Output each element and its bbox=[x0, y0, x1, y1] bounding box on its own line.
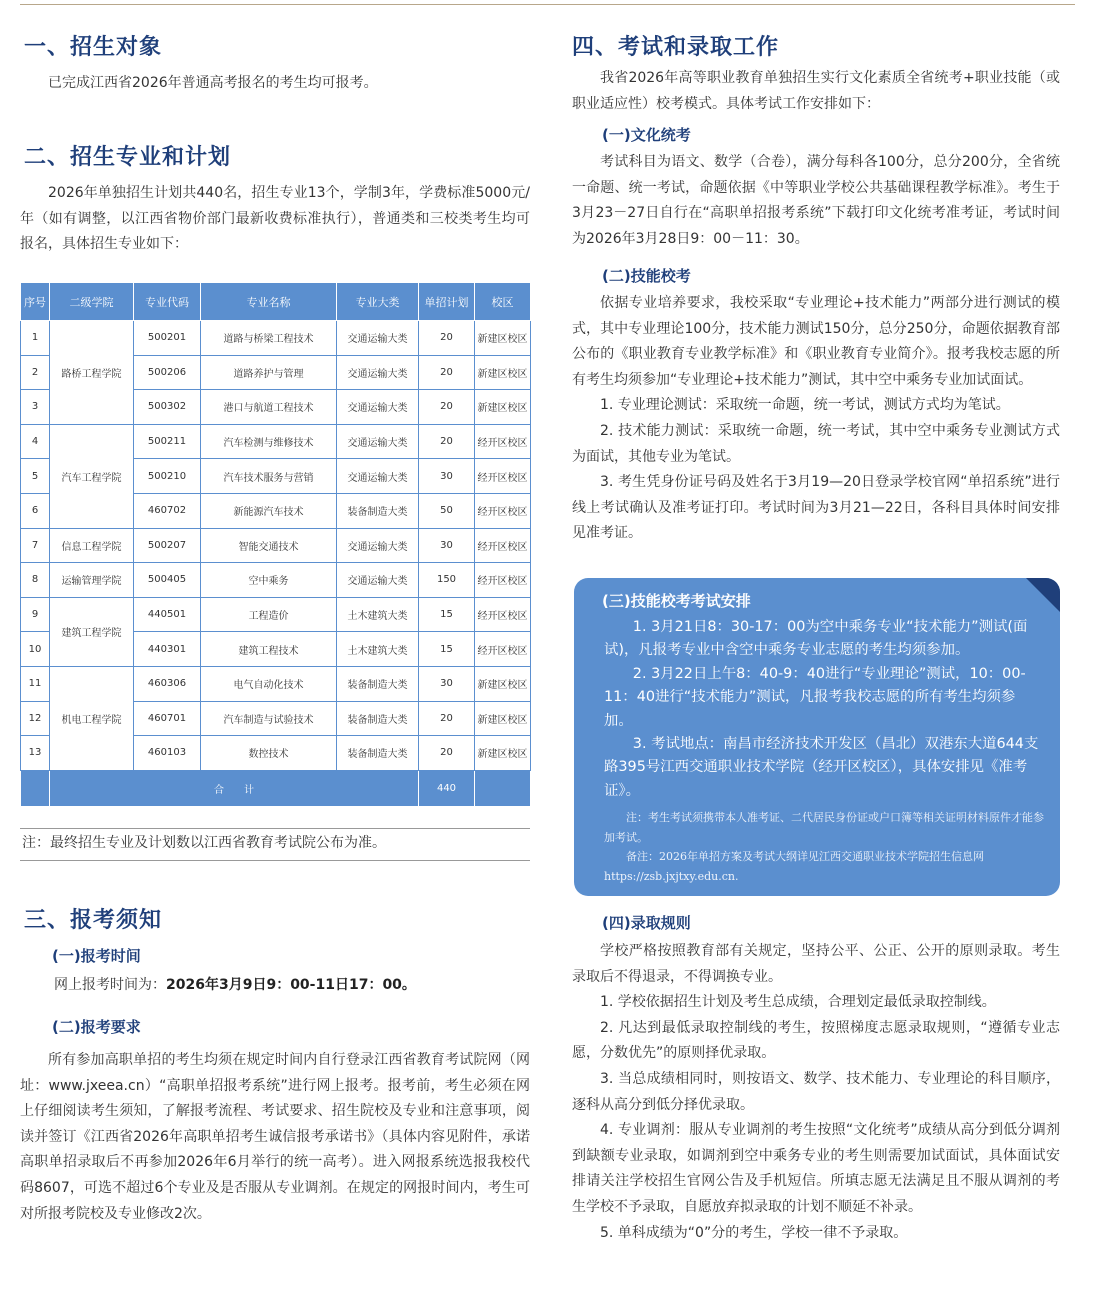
row-campus: 经开区校区 bbox=[475, 459, 531, 494]
row-major-name: 港口与航道工程技术 bbox=[201, 390, 337, 425]
row-plan: 150 bbox=[419, 563, 475, 598]
culture-exam-text: 考试科目为语文、数学（合卷），满分每科各100分，总分200分，全省统一命题、统一考试，命题依据《中等职业学校公共基础课程教学标准》。考生于3月23－27日自行在“高职单招报考系统”下载打印文化统考准考证，考试时间为2026年3月28日9：00－11：30。 bbox=[572, 154, 1060, 247]
subtitle-apply-time: (一)报考时间 bbox=[52, 947, 141, 965]
section-title-apply-notice: 三、报考须知 bbox=[24, 908, 163, 933]
row-category: 交通运输大类 bbox=[337, 528, 419, 563]
row-major-name: 汽车检测与维修技术 bbox=[201, 424, 337, 459]
row-seq: 4 bbox=[21, 424, 50, 459]
majors-plan-text: 2026年单独招生计划共440名，招生专业13个，学制3年，学费标准5000元/年（如有调整，以江西省物价部门最新收费标准执行），普通类和三校类考生均可报名，具体招生专业如下： bbox=[20, 185, 530, 253]
note-bottom-rule bbox=[20, 860, 530, 861]
row-category: 装备制造大类 bbox=[337, 736, 419, 771]
row-plan: 20 bbox=[419, 321, 475, 356]
row-code: 440301 bbox=[134, 632, 201, 667]
total-blank-cell bbox=[21, 770, 50, 806]
row-plan: 30 bbox=[419, 459, 475, 494]
apply-time-text: 网上报考时间为：2026年3月9日9：00-11日17：00。 bbox=[54, 977, 416, 993]
table-row bbox=[21, 528, 531, 563]
row-plan: 20 bbox=[419, 701, 475, 736]
row-major-name: 空中乘务 bbox=[201, 563, 337, 598]
enrollment-plan-table bbox=[20, 282, 531, 807]
row-major-name: 道路养护与管理 bbox=[201, 355, 337, 390]
row-seq: 13 bbox=[21, 736, 50, 771]
total-label: 合 计 bbox=[50, 770, 419, 806]
table-row bbox=[21, 563, 531, 598]
row-campus: 经开区校区 bbox=[475, 493, 531, 528]
row-seq: 3 bbox=[21, 390, 50, 425]
schedule-box-title: (三)技能校考考试安排 bbox=[602, 592, 751, 610]
row-plan: 20 bbox=[419, 390, 475, 425]
note-top-rule bbox=[20, 828, 530, 829]
exam-intro-text: 我省2026年高等职业教育单独招生实行文化素质全省统考+职业技能（或职业适应性）校考模式。具体考试工作安排如下： bbox=[572, 70, 1060, 112]
row-category: 交通运输大类 bbox=[337, 355, 419, 390]
col-header-category: 专业大类 bbox=[337, 283, 419, 321]
row-code: 500405 bbox=[134, 563, 201, 598]
row-plan: 15 bbox=[419, 597, 475, 632]
col-header-campus: 校区 bbox=[475, 283, 531, 321]
subtitle-admission-rules: (四)录取规则 bbox=[602, 914, 691, 932]
row-campus: 经开区校区 bbox=[475, 597, 531, 632]
row-plan: 30 bbox=[419, 666, 475, 701]
row-major-name: 智能交通技术 bbox=[201, 528, 337, 563]
row-major-name: 道路与桥梁工程技术 bbox=[201, 321, 337, 356]
table-row bbox=[21, 597, 531, 632]
row-major-name: 汽车制造与试验技术 bbox=[201, 701, 337, 736]
row-code: 460306 bbox=[134, 666, 201, 701]
row-seq: 7 bbox=[21, 528, 50, 563]
row-category: 装备制造大类 bbox=[337, 701, 419, 736]
total-blank-cell bbox=[475, 770, 531, 806]
row-campus: 新建区校区 bbox=[475, 355, 531, 390]
row-seq: 12 bbox=[21, 701, 50, 736]
box-corner-decoration bbox=[1026, 578, 1060, 612]
row-category: 交通运输大类 bbox=[337, 459, 419, 494]
row-code: 500302 bbox=[134, 390, 201, 425]
row-code: 500207 bbox=[134, 528, 201, 563]
row-college: 汽车工程学院 bbox=[50, 424, 134, 528]
row-college: 建筑工程学院 bbox=[50, 597, 134, 666]
row-seq: 6 bbox=[21, 493, 50, 528]
row-code: 500201 bbox=[134, 321, 201, 356]
row-campus: 经开区校区 bbox=[475, 563, 531, 598]
row-category: 交通运输大类 bbox=[337, 563, 419, 598]
row-seq: 5 bbox=[21, 459, 50, 494]
row-seq: 8 bbox=[21, 563, 50, 598]
schedule-box-notes: 注：考生考试须携带本人准考证、二代居民身份证或户口簿等相关证明材料原件才能参加考试。 备注：2026年单招方案及考试大纲详见江西交通职业技术学院招生信息网https://zsb.jxjtxy.edu.cn. bbox=[604, 811, 1044, 883]
row-seq: 2 bbox=[21, 355, 50, 390]
row-code: 500211 bbox=[134, 424, 201, 459]
section-title-recruit-target: 一、招生对象 bbox=[24, 35, 163, 60]
top-divider bbox=[20, 4, 1075, 5]
row-code: 460103 bbox=[134, 736, 201, 771]
row-plan: 15 bbox=[419, 632, 475, 667]
subtitle-apply-requirements: (二)报考要求 bbox=[52, 1018, 141, 1036]
row-campus: 新建区校区 bbox=[475, 701, 531, 736]
row-category: 交通运输大类 bbox=[337, 321, 419, 356]
row-seq: 1 bbox=[21, 321, 50, 356]
row-college: 路桥工程学院 bbox=[50, 321, 134, 425]
section-title-majors-plan: 二、招生专业和计划 bbox=[24, 145, 232, 170]
row-plan: 50 bbox=[419, 493, 475, 528]
row-code: 440501 bbox=[134, 597, 201, 632]
row-major-name: 新能源汽车技术 bbox=[201, 493, 337, 528]
col-header-plan: 单招计划 bbox=[419, 283, 475, 321]
skills-exam-text: 依据专业培养要求，我校采取“专业理论+技术能力”两部分进行测试的模式，其中专业理论100分，技术能力测试150分，总分250分，命题依据教育部公布的《职业教育专业教学标准》和《职业教育专业简介》。报考我校志愿的所有考生均须参加“专业理论+技术能力”测试，其中空中乘务专业加试面试。 1. 专业理论测试：采取统一命题，统一考试，测试方式均为笔试。 2. 技术能力测试：采取统一命题，统一考试，其中空中乘务专业测试方式为面试，其他专业为笔试。 3. 考生凭身份证号码及姓名于3月19—20日登录学校官网“单招系统”进行线上考试确认及准考证打印。考试时间为3月21—22日，各科目具体时间安排见准考证。 bbox=[572, 295, 1060, 542]
skills-exam-schedule-box bbox=[574, 578, 1060, 896]
row-major-name: 汽车技术服务与营销 bbox=[201, 459, 337, 494]
row-category: 交通运输大类 bbox=[337, 390, 419, 425]
apply-requirements-text: 所有参加高职单招的考生均须在规定时间内自行登录江西省教育考试院网（网址：www.jxeea.cn）“高职单招报考系统”进行网上报考。报考前，考生必须在网上仔细阅读考生须知，了解报考流程、考试要求、招生院校及专业和注意事项，阅读并签订《江西省2026年高职单招考生诚信报考承诺书》（具体内容见附件，承诺高职单招录取后不再参加2026年6月举行的统一高考）。进入网报系统选报我校代码8607，可选不超过6个专业及是否服从专业调剂。在规定的网报时间内，考生可对所报考院校及专业修改2次。 bbox=[20, 1052, 530, 1222]
col-header-seq: 序号 bbox=[21, 283, 50, 321]
row-major-name: 建筑工程技术 bbox=[201, 632, 337, 667]
row-campus: 新建区校区 bbox=[475, 390, 531, 425]
row-code: 500210 bbox=[134, 459, 201, 494]
row-category: 交通运输大类 bbox=[337, 424, 419, 459]
row-category: 装备制造大类 bbox=[337, 666, 419, 701]
row-campus: 新建区校区 bbox=[475, 736, 531, 771]
schedule-box-body: 1. 3月21日8：30-17：00为空中乘务专业“技术能力”测试(面试)，凡报考专业中含空中乘务专业志愿的考生均须参加。 2. 3月22日上午8：40-9：40进行“专业理论”测试，10：00-11：40进行“技术能力”测试，凡报考我校志愿的所有考生均须参加。 3. 考试地点：南昌市经济技术开发区（昌北）双港东大道644支路395号江西交通职业技术学院（经开区校区），具体安排见《准考证》。 bbox=[604, 619, 1039, 799]
row-category: 土木建筑大类 bbox=[337, 632, 419, 667]
subtitle-skills-exam: (二)技能校考 bbox=[602, 267, 691, 285]
table-row bbox=[21, 666, 531, 701]
row-campus: 新建区校区 bbox=[475, 321, 531, 356]
row-campus: 经开区校区 bbox=[475, 632, 531, 667]
col-header-college: 二级学院 bbox=[50, 283, 134, 321]
row-plan: 20 bbox=[419, 424, 475, 459]
row-campus: 新建区校区 bbox=[475, 666, 531, 701]
table-body bbox=[21, 321, 531, 771]
total-value: 440 bbox=[419, 770, 475, 806]
row-seq: 11 bbox=[21, 666, 50, 701]
table-row bbox=[21, 424, 531, 459]
row-college: 运输管理学院 bbox=[50, 563, 134, 598]
row-category: 装备制造大类 bbox=[337, 493, 419, 528]
row-college: 机电工程学院 bbox=[50, 666, 134, 770]
col-header-major: 专业名称 bbox=[201, 283, 337, 321]
table-row bbox=[21, 321, 531, 356]
row-major-name: 数控技术 bbox=[201, 736, 337, 771]
table-total-row bbox=[21, 770, 531, 806]
row-category: 土木建筑大类 bbox=[337, 597, 419, 632]
row-major-name: 电气自动化技术 bbox=[201, 666, 337, 701]
row-plan: 20 bbox=[419, 736, 475, 771]
row-seq: 9 bbox=[21, 597, 50, 632]
row-plan: 20 bbox=[419, 355, 475, 390]
row-code: 500206 bbox=[134, 355, 201, 390]
section-title-exam-admission: 四、考试和录取工作 bbox=[572, 35, 780, 60]
row-seq: 10 bbox=[21, 632, 50, 667]
col-header-code: 专业代码 bbox=[134, 283, 201, 321]
row-major-name: 工程造价 bbox=[201, 597, 337, 632]
row-code: 460701 bbox=[134, 701, 201, 736]
row-campus: 经开区校区 bbox=[475, 528, 531, 563]
apply-time-value: 2026年3月9日9：00-11日17：00。 bbox=[166, 977, 416, 993]
recruit-target-text: 已完成江西省2026年普通高考报名的考生均可报考。 bbox=[48, 75, 378, 91]
subtitle-culture-exam: (一)文化统考 bbox=[602, 126, 691, 144]
plan-note: 注：最终招生专业及计划数以江西省教育考试院公布为准。 bbox=[22, 835, 386, 851]
row-college: 信息工程学院 bbox=[50, 528, 134, 563]
row-campus: 经开区校区 bbox=[475, 424, 531, 459]
admission-rules-text: 学校严格按照教育部有关规定，坚持公平、公正、公开的原则录取。考生录取后不得退录，不得调换专业。 1. 学校依据招生计划及考生总成绩，合理划定最低录取控制线。 2. 凡达到最低录取控制线的考生，按照梯度志愿录取规则，“遵循专业志愿，分数优先”的原则择优录取。 3. 当总成绩相同时，则按语文、数学、技术能力、专业理论的科目顺序，逐科从高分到低分择优录取。 4. 专业调剂：服从专业调剂的考生按照“文化统考”成绩从高分到低分调剂到缺额专业录取，如调剂到空中乘务专业的考生则需要加试面试，具体面试安排请关注学校招生官网公告及手机短信。所填志愿无法满足且不服从调剂的考生学校不予录取，自愿放弃拟录取的计划不顺延不补录。 5. 单科成绩为“0”分的考生，学校一律不予录取。 bbox=[572, 943, 1060, 1241]
row-plan: 30 bbox=[419, 528, 475, 563]
row-code: 460702 bbox=[134, 493, 201, 528]
table-header-row bbox=[21, 283, 531, 321]
